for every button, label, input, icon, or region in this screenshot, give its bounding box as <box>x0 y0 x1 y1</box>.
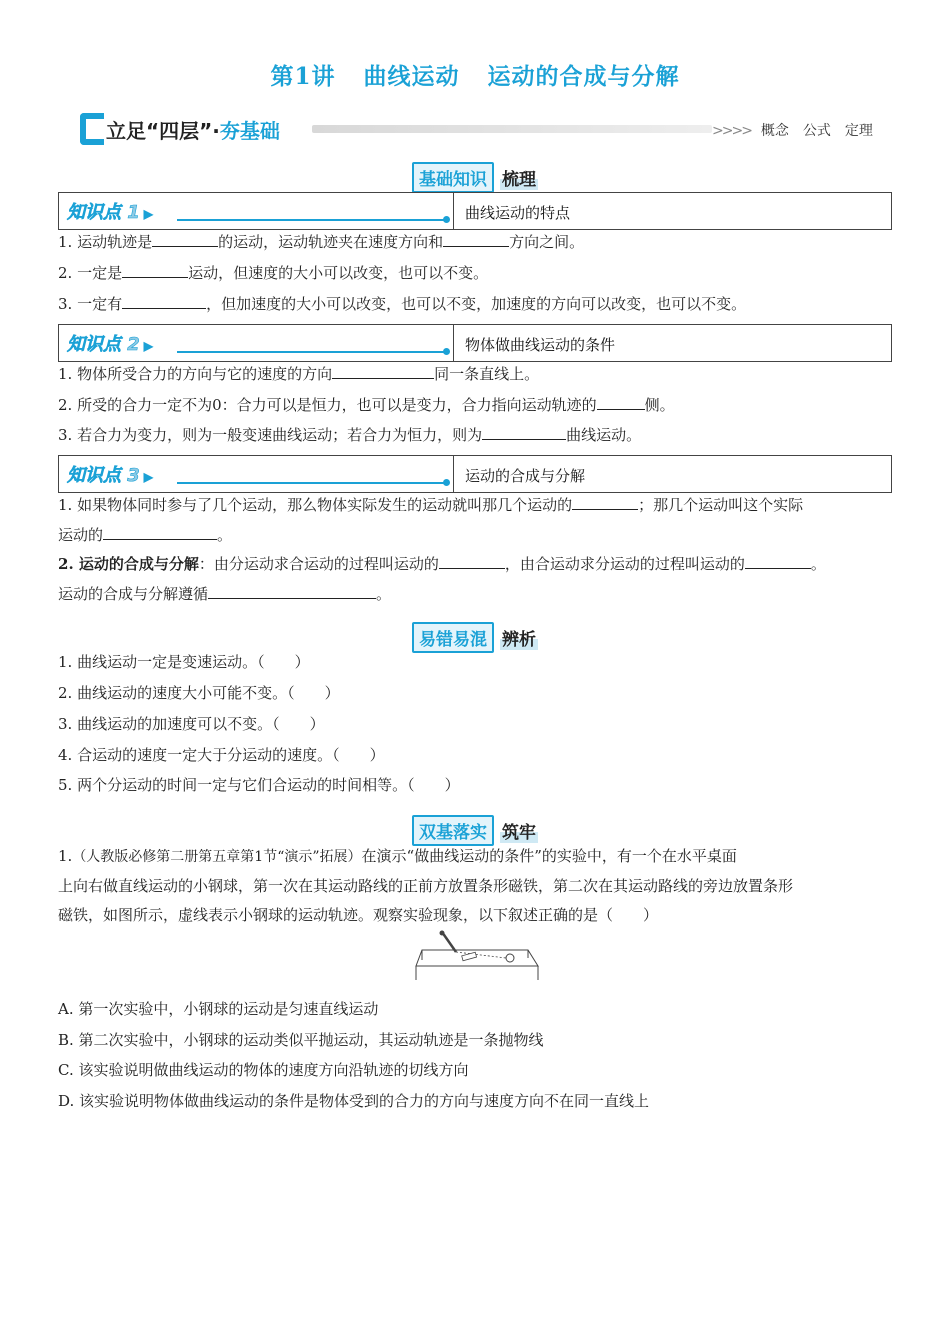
fill-blank[interactable] <box>122 263 188 278</box>
text: 2 <box>58 555 69 573</box>
label-underline <box>177 482 445 484</box>
fill-blank[interactable] <box>208 584 376 599</box>
text: 方向之间。 <box>509 233 585 251</box>
tag-theorem: 定理 <box>844 123 873 139</box>
tag-concept: 概念 <box>760 123 789 139</box>
knowledge-label <box>67 330 153 356</box>
kp1-line-2 <box>58 263 898 283</box>
question-line-1 <box>58 846 898 867</box>
kp3-line-4 <box>58 584 898 604</box>
kp2-line-3 <box>58 425 898 445</box>
label-underline <box>177 351 445 353</box>
knowledge-label-text: 知识点 3 <box>67 465 140 486</box>
text: ，由合运动求分运动的过程叫运动的 <box>504 555 745 573</box>
judgment-item[interactable]: 2. 曲线运动的速度大小可能不变。（ ） <box>58 684 340 702</box>
text: 同一条直线上。 <box>434 365 540 383</box>
play-arrow-icon: ▶ <box>143 207 154 221</box>
text: . 运动的合成与分解 <box>68 555 199 573</box>
kp1-line-1 <box>58 232 898 252</box>
section-double-word: 筑牢 <box>500 818 538 843</box>
fill-blank[interactable] <box>332 364 434 379</box>
judgment-item[interactable]: 1. 曲线运动一定是变速运动。（ ） <box>58 653 310 671</box>
fill-blank[interactable] <box>439 554 505 569</box>
text: 1. 如果物体同时参与了几个运动，那么物体实际发生的运动就叫那几个运动的 <box>58 496 573 514</box>
question-source: （人教版必修第二册第五章第1节“演示”拓展） <box>72 849 362 865</box>
knowledge-label-text: 知识点 1 <box>67 202 140 223</box>
knowledge-label-cell <box>59 325 454 361</box>
knowledge-title: 运动的合成与分解 <box>465 467 586 485</box>
fill-blank[interactable] <box>122 294 206 309</box>
text: 1. 物体所受合力的方向与它的速度的方向 <box>58 365 333 383</box>
section-confuse-heading <box>0 622 950 650</box>
fill-blank[interactable] <box>745 554 811 569</box>
lecture-topic-1: 曲线运动 <box>363 63 460 90</box>
judgment-item[interactable]: 3. 曲线运动的加速度可以不变。（ ） <box>58 715 325 733</box>
kp2-line-2 <box>58 395 898 415</box>
question-line-3: 磁铁，如图所示，虚线表示小钢球的运动轨迹。观察实验现象，以下叙述正确的是（ ） <box>58 906 659 924</box>
lecture-topic-2: 运动的合成与分解 <box>487 63 680 90</box>
text: 1. 运动轨迹是 <box>58 233 153 251</box>
text: 2. 所受的合力一定不为0：合力可以是恒力，也可以是变力，合力指向运动轨迹的 <box>58 396 597 414</box>
option-d[interactable]: D. 该实验说明物体做曲线运动的条件是物体受到的合力的方向与速度方向不在同一直线上 <box>58 1092 650 1110</box>
fill-blank[interactable] <box>572 495 638 510</box>
label-dot-icon <box>443 479 450 486</box>
text: 侧。 <box>644 396 675 414</box>
text: 。 <box>810 555 826 573</box>
banner-title <box>106 115 280 144</box>
banner-divider-bar <box>312 125 712 133</box>
text: 曲线运动。 <box>566 426 642 444</box>
bracket-logo-icon <box>80 113 104 145</box>
page-title <box>0 58 950 91</box>
fill-blank[interactable] <box>443 232 509 247</box>
knowledge-title: 曲线运动的特点 <box>465 204 571 222</box>
knowledge-label-cell <box>59 456 454 492</box>
section-basic-word: 梳理 <box>500 165 538 190</box>
text: 的运动，运动轨迹夹在速度方向和 <box>218 233 444 251</box>
play-arrow-icon: ▶ <box>143 470 154 484</box>
lecture-number: 第1讲 <box>270 63 336 90</box>
section-basic-heading <box>0 162 950 190</box>
text: 在演示“做曲线运动的条件”的实验中，有一个在水平桌面 <box>361 847 737 865</box>
text: 3. 一定有 <box>58 295 123 313</box>
table-top <box>416 950 538 966</box>
section-double-box: 双基落实 <box>412 815 494 846</box>
text: ，但加速度的大小可以改变，也可以不变，加速度的方向可以改变，也可以不变。 <box>206 295 747 313</box>
knowledge-label <box>67 198 153 224</box>
text: 运动的 <box>58 526 104 544</box>
banner-title-b: 夯基础 <box>219 119 280 143</box>
kp3-line-3 <box>58 554 898 574</box>
option-b[interactable]: B. 第二次实验中，小钢球的运动类似平抛运动，其运动轨迹是一条抛物线 <box>58 1031 544 1049</box>
banner-tags <box>712 120 873 140</box>
section-basic-box: 基础知识 <box>412 162 494 193</box>
banner-title-a: 立足“四层”· <box>106 119 220 143</box>
judgment-item[interactable]: 4. 合运动的速度一定大于分运动的速度。（ ） <box>58 746 385 764</box>
magnet-end-icon <box>506 954 514 962</box>
ramp <box>442 932 456 952</box>
knowledge-title: 物体做曲线运动的条件 <box>465 336 616 354</box>
kp3-line-2 <box>58 525 898 545</box>
question-line-2: 上向右做直线运动的小钢球，第一次在其运动路线的正前方放置条形磁铁，第二次在其运动路线的旁边放置条形 <box>58 877 794 895</box>
kp1-line-3 <box>58 294 898 314</box>
text: 运动的合成与分解遵循 <box>58 585 209 603</box>
section-double-heading <box>0 815 950 843</box>
option-c[interactable]: C. 该实验说明做曲线运动的物体的速度方向沿轨迹的切线方向 <box>58 1061 469 1079</box>
play-arrow-icon: ▶ <box>143 339 154 353</box>
knowledge-point-2 <box>58 324 892 362</box>
judgment-item[interactable]: 5. 两个分运动的时间一定与它们合运动的时间相等。（ ） <box>58 776 460 794</box>
section-confuse-box: 易错易混 <box>412 622 494 653</box>
text: 3. 若合力为变力，则为一般变速曲线运动；若合力为恒力，则为 <box>58 426 483 444</box>
fill-blank[interactable] <box>482 425 566 440</box>
text: 。 <box>376 585 392 603</box>
fill-blank[interactable] <box>103 525 217 540</box>
text: 运动，但速度的大小可以改变，也可以不变。 <box>188 264 489 282</box>
kp2-line-1 <box>58 364 898 384</box>
steel-ball-start-icon <box>440 931 445 936</box>
text: ：由分运动求合运动的过程叫运动的 <box>198 555 439 573</box>
fill-blank[interactable] <box>152 232 218 247</box>
tag-formula: 公式 <box>802 123 831 139</box>
section-banner <box>80 113 900 153</box>
label-dot-icon <box>443 348 450 355</box>
fill-blank[interactable] <box>597 395 645 410</box>
knowledge-point-3 <box>58 455 892 493</box>
question-number: 1. <box>58 847 73 865</box>
knowledge-label-cell <box>59 193 454 229</box>
knowledge-point-1 <box>58 192 892 230</box>
text: 。 <box>217 526 233 544</box>
chevrons-icon: >>>> <box>712 123 751 139</box>
label-underline <box>177 219 445 221</box>
text: 2. 一定是 <box>58 264 123 282</box>
knowledge-label <box>67 461 153 487</box>
text: ；那几个运动叫这个实际 <box>638 496 804 514</box>
label-dot-icon <box>443 216 450 223</box>
section-confuse-word: 辨析 <box>500 625 538 650</box>
knowledge-label-text: 知识点 2 <box>67 334 140 355</box>
experiment-figure <box>412 930 540 986</box>
option-a[interactable]: A. 第一次实验中，小钢球的运动是匀速直线运动 <box>58 1000 379 1018</box>
kp3-line-1 <box>58 495 898 515</box>
